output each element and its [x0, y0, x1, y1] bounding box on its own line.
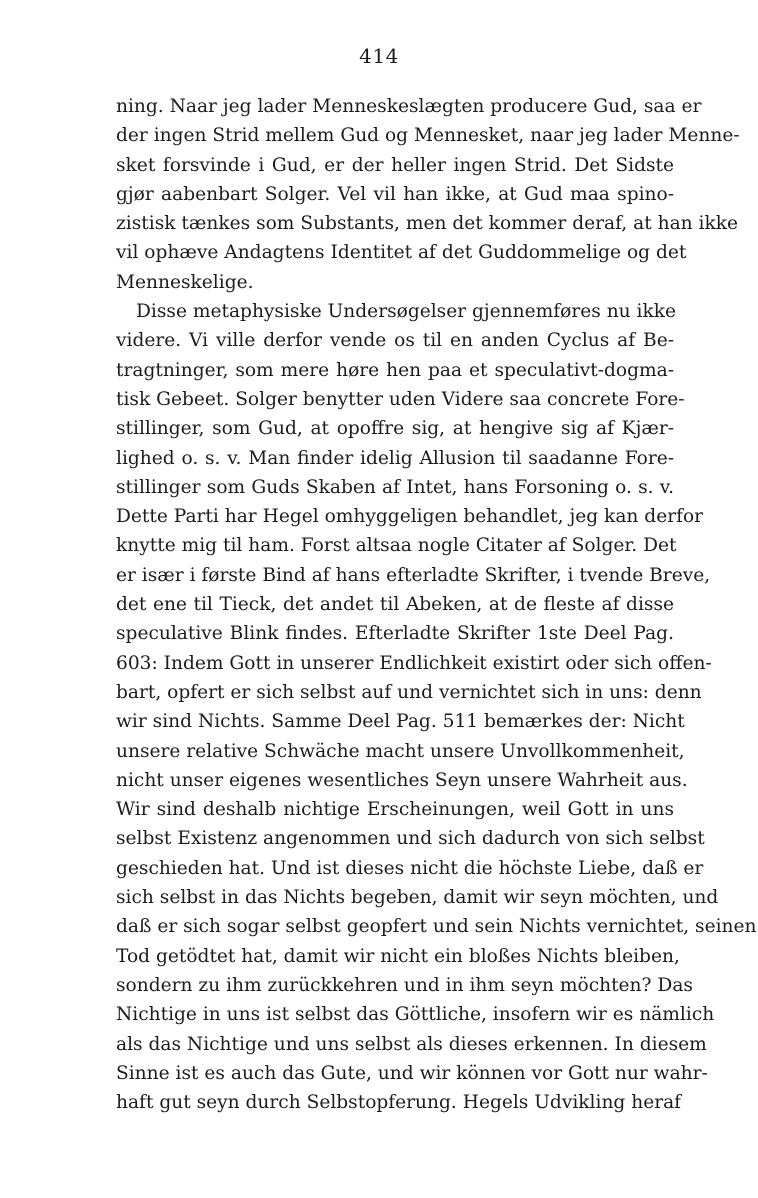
text-line: det ene til Tieck, det andet til Abeken, at de fleste af disse [116, 594, 674, 616]
text-line: tisk Gebeet. Solger benytter uden Videre saa concrete Fore- [116, 388, 685, 410]
text-line: videre. Vi ville derfor vende os til en anden Cyclus af Be- [116, 330, 674, 352]
text-line: 603: Indem Gott in unserer Endlichkeit existirt oder sich offen- [116, 652, 712, 674]
text-line: wir sind Nichts. Samme Deel Pag. 511 bemærkes der: Nicht [116, 711, 685, 733]
text-line: Dette Parti har Hegel omhyggeligen behandlet, jeg kan derfor [116, 506, 704, 528]
text-line: ning. Naar jeg lader Menneskeslægten producere Gud, saa er [116, 96, 702, 117]
text-line: stillinger som Guds Skaben af Intet, hans Forsoning o. s. v. [116, 476, 674, 498]
text-line: gjør aabenbart Solger. Vel vil han ikke, at Gud maa spino- [116, 183, 674, 205]
text-line: Nichtige in uns ist selbst das Göttliche, insofern wir es nämlich [116, 1004, 715, 1026]
text-line: Wir sind deshalb nichtige Erscheinungen, weil Gott in uns [116, 799, 674, 821]
text-line: Tod getödtet hat, damit wir nicht ein bloßes Nichts bleiben, [116, 945, 680, 967]
text-line: sket forsvinde i Gud, er der heller ingen Strid. Det Sidste [116, 154, 674, 176]
text-line: zistisk tænkes som Substants, men det kommer deraf, at han ikke [116, 213, 739, 235]
text-line: sich selbst in das Nichts begeben, damit wir seyn möchten, und [116, 887, 719, 909]
text-line: speculative Blink findes. Efterladte Skrifter 1ste Deel Pag. [116, 623, 674, 645]
text-line: vil ophæve Andagtens Identitet af det Guddommelige og det [116, 242, 687, 264]
text-line: geschieden hat. Und ist dieses nicht die höchste Liebe, daß er [116, 857, 704, 879]
text-line: er især i første Bind af hans efterladte Skrifter, i tvende Breve, [116, 564, 711, 586]
text-line: daß er sich sogar selbst geopfert und sein Nichts vernichtet, seinen [116, 916, 757, 938]
text-line: unsere relative Schwäche macht unsere Unvollkommenheit, [116, 740, 685, 762]
text-line: nicht unser eigenes wesentliches Seyn unsere Wahrheit aus. [116, 769, 688, 791]
text-line: bart, opfert er sich selbst auf und vernichtet sich in uns: denn [116, 681, 702, 703]
text-line: haft gut seyn durch Selbstopferung. Hegels Udvikling heraf [116, 1092, 682, 1114]
text-line: stillinger, som Gud, at opoffre sig, at hengive sig af Kjær- [116, 418, 674, 440]
text-line: Menneskelige. [116, 271, 254, 293]
text-line: tragtninger, som mere høre hen paa et speculativt-dogma- [116, 359, 674, 381]
body-text [116, 92, 757, 1117]
text-line: der ingen Strid mellem Gud og Mennesket, naar jeg lader Menne- [116, 125, 740, 147]
text-line: Disse metaphysiske Undersøgelser gjennemføres nu ikke [136, 301, 677, 323]
text-line: selbst Existenz angenommen und sich dadurch von sich selbst [116, 828, 705, 850]
text-line: knytte mig til ham. Forst altsaa nogle Citater af Solger. Det [116, 535, 677, 557]
text-line: sondern zu ihm zurückkehren und in ihm seyn möchten? Das [116, 974, 693, 996]
page-number: 414 [359, 44, 399, 68]
text-line: als das Nichtige und uns selbst als dieses erkennen. In diesem [116, 1033, 707, 1055]
text-line: Sinne ist es auch das Gute, und wir können vor Gott nur wahr- [116, 1062, 708, 1084]
text-line: lighed o. s. v. Man finder idelig Allusion til saadanne Fore- [116, 447, 674, 469]
